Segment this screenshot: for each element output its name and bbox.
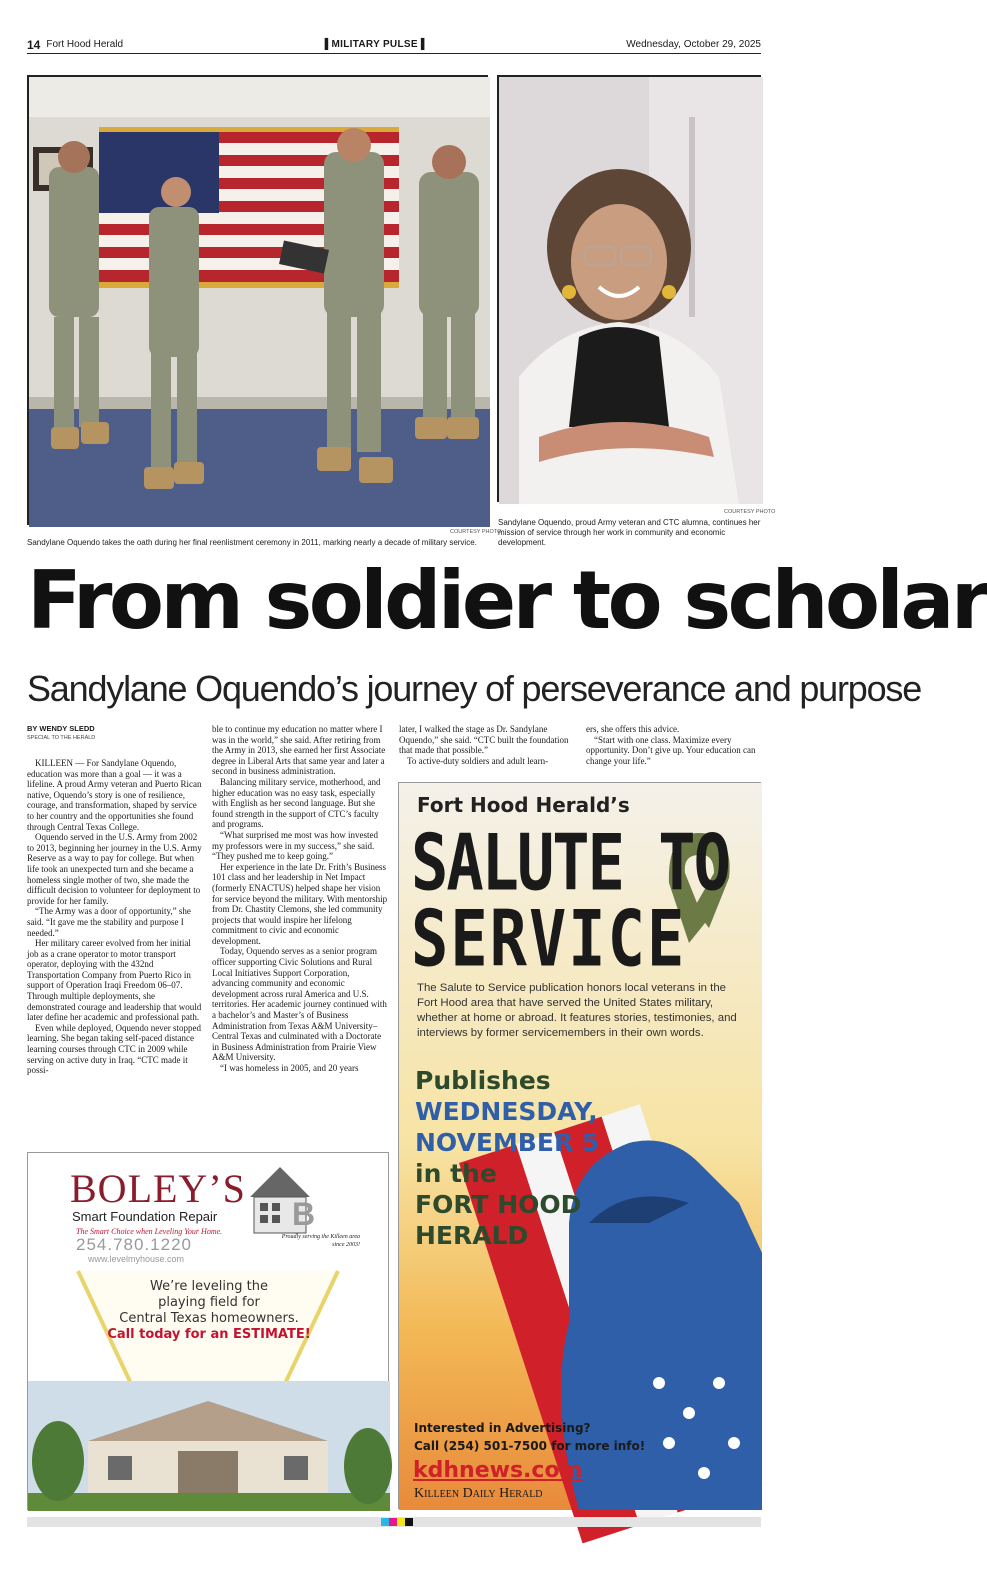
advertising-question: Interested in Advertising?	[414, 1421, 591, 1435]
salute-to-service-ad[interactable]	[398, 782, 761, 1509]
boleys-tagline: The Smart Choice when Leveling Your Home.	[76, 1227, 223, 1236]
photo-reenlistment	[27, 75, 488, 525]
paragraph: KILLEEN — For Sandylane Oquendo, education was more than a goal — it was a lifeline. A proud Army veteran and Puerto Rican native, Oquendo’s story is one of resilience, courage, and transformation, shaped by service to her country and the opportunities she found through Central Texas College.	[27, 758, 202, 832]
cyan-swatch	[381, 1518, 389, 1526]
message-line-2: playing field for	[158, 1295, 260, 1310]
folio-left	[27, 38, 123, 52]
boleys-message	[28, 1279, 390, 1343]
publish-day: WEDNESDAY,	[415, 1097, 598, 1126]
paragraph: “I was homeless in 2005, and 20 years	[220, 1063, 359, 1073]
paper-line-1: FORT HOOD	[415, 1190, 582, 1219]
logo-letter: B	[292, 1196, 316, 1232]
photo1-caption: Sandylane Oquendo takes the oath during her final reenlistment ceremony in 2011, marking nearly a decade of military service.	[27, 538, 477, 547]
paragraph: “What surprised me most was how invested my professors were in my success,” she said. “They pushed me to keep going.”	[212, 829, 378, 862]
photo2-credit: COURTESY PHOTO	[724, 509, 776, 515]
black-swatch	[405, 1518, 413, 1526]
publish-info	[415, 1065, 599, 1251]
boleys-subtitle: Smart Foundation Repair	[72, 1209, 218, 1224]
issue-date: Wednesday, October 29, 2025	[626, 39, 761, 50]
section-name: ▐ MILITARY PULSE ▌	[321, 39, 429, 50]
paragraph: “Start with one class. Maximize every opportunity. Don’t give up. Your education can change your life.”	[586, 734, 756, 766]
boleys-url[interactable]: www.levelmyhouse.com	[88, 1254, 185, 1264]
message-line-3: Central Texas homeowners.	[119, 1311, 299, 1326]
paragraph: ers, she offers this advice.	[586, 724, 680, 734]
photo2-caption: Sandylane Oquendo, proud Army veteran and CTC alumna, continues her mission of service through her work in community and economic development.	[498, 518, 761, 547]
salute-description: The Salute to Service publication honors local veterans in the Fort Hood area that have served the United States military, whether at home or abroad. It features stories, testimonies, and interviews by former servicemembers in their own words.	[417, 982, 737, 1039]
home-photo	[28, 1381, 390, 1511]
boleys-ad[interactable]	[27, 1152, 389, 1510]
deck-subhead: Sandylane Oquendo’s journey of perseverance and purpose	[27, 668, 922, 709]
page-folio	[27, 36, 761, 54]
estimate-cta[interactable]: Call today for an ESTIMATE!	[107, 1327, 311, 1342]
article-column-4	[586, 724, 762, 766]
photo1-credit: COURTESY PHOTO	[450, 529, 502, 535]
byline: BY WENDY SLEDD	[27, 724, 95, 733]
reenlistment-illustration	[29, 77, 490, 527]
paragraph: Her experience in the late Dr. Frith’s Business 101 class and her leadership in Net Impact (formerly ENACTUS) helped shape her vision for service beyond the military. With mentorship from Dr. Chastity Clemons, she led community projects that would inspire her lifelong commitment to civic and economic development.	[212, 861, 388, 946]
photo-portrait	[497, 75, 761, 502]
advertising-phone[interactable]: Call (254) 501-7500 for more info!	[414, 1439, 646, 1453]
publishes-label: Publishes	[415, 1066, 551, 1095]
paragraph: Oquendo served in the U.S. Army from 2002 to 2013, beginning her journey in the U.S. Army Reserve as a way to pay for college. But when life took an unexpected turn and she became a homeless single mother of two, she made the difficult decision to volunteer for deployment to provide for her family.	[27, 832, 202, 906]
byline-affiliation: SPECIAL TO THE HERALD	[27, 735, 96, 741]
boleys-phone[interactable]: 254.780.1220	[76, 1235, 192, 1254]
page-number: 14	[27, 37, 41, 52]
paragraph: ble to continue my education no matter where I was in the world,” she said. After retiring from the Army in 2013, she earned her first Associate degree in Liberal Arts that same year and later a second in business administration.	[212, 724, 386, 777]
paragraph: Her military career evolved from her initial job as a crane operator to motor transport operator, deploying with the 432nd Transportation Company from Puerto Rico in support of Operation Iraqi Freedom 06–07. Through multiple deployments, she demonstrated courage and leadership that would later define her academic and professional path.	[27, 938, 202, 1023]
paragraph: later, I walked the stage as Dr. Sandylane Oquendo,” she said. “CTC built the foundation that made that possible.”	[399, 724, 569, 756]
salute-title-line-2: SERVICE	[411, 893, 687, 985]
paper-line-2: HERALD	[415, 1221, 529, 1250]
paragraph: Balancing military service, motherhood, and higher education was no easy task, especially with English as her second language. But she found strength in the support of CTC’s faculty and programs.	[212, 776, 381, 830]
message-line-1: We’re leveling the	[150, 1279, 268, 1294]
paragraph: Today, Oquendo serves as a senior program officer supporting Civic Solutions and Rural Local Initiatives Support Corporation, advancing community and economic development across rural America and U.S. territories. Her academic journey continued with a bachelor’s and Master’s of Business Administration from Texas A&M University–Central Texas and culminated with a Doctorate in Business Administration from Prairie View A&M University.	[212, 946, 387, 1063]
boleys-name: BOLEY’S	[70, 1166, 246, 1211]
kdhnews-link[interactable]: kdhnews.com	[413, 1458, 583, 1483]
paragraph: “The Army was a door of opportunity,” she said. “It gave me the stability and purpose I needed.”	[27, 906, 191, 938]
salute-title-line-1: SALUTE TO	[411, 817, 729, 909]
article-column-2	[212, 724, 388, 1074]
house-logo-icon	[240, 1157, 320, 1237]
portrait-illustration	[499, 77, 763, 504]
paragraph: To active-duty soldiers and adult learn-	[407, 755, 549, 766]
in-the-label: in the	[415, 1159, 497, 1188]
article-column-3	[399, 724, 575, 766]
kdh-masthead: Killeen Daily Herald	[414, 1486, 543, 1501]
salute-brand: Fort Hood Herald’s	[417, 793, 630, 817]
magenta-swatch	[389, 1518, 397, 1526]
article-column-1	[27, 758, 203, 1076]
yellow-swatch	[397, 1518, 405, 1526]
section-label: MILITARY PULSE	[331, 39, 418, 50]
paper-name: Fort Hood Herald	[46, 39, 124, 50]
headline: From soldier to scholar	[27, 554, 987, 647]
boleys-serving: Proudly serving the Killeen area since 2003!	[281, 1234, 360, 1248]
paragraph: Even while deployed, Oquendo never stopped learning. She began taking self-paced distance learning courses through CTC in 2009 while serving on active duty in Iraq. “CTC made it possi-	[27, 1022, 201, 1076]
publish-date: NOVEMBER 5	[415, 1128, 600, 1157]
